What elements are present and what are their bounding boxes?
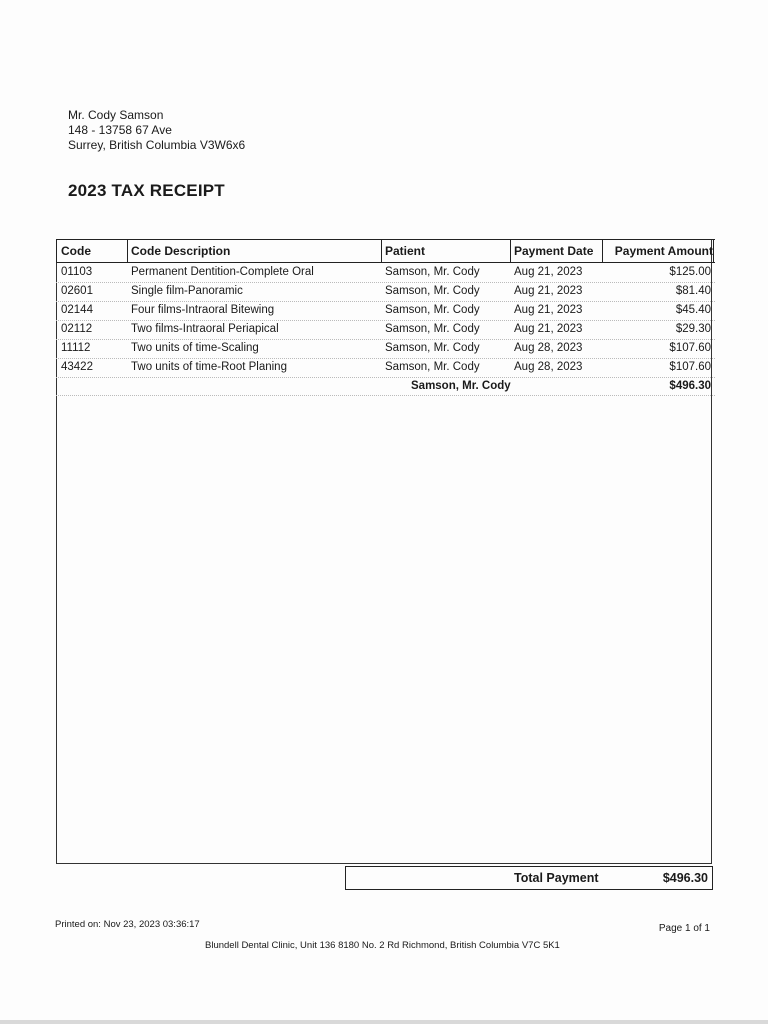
table-header (56, 239, 715, 263)
row-patient: Samson, Mr. Cody (385, 304, 480, 316)
row-description: Four films-Intraoral Bitewing (131, 304, 275, 316)
row-description: Single film-Panoramic (131, 285, 243, 297)
page-number: Page 1 of 1 (658, 923, 710, 934)
table-row (56, 263, 715, 283)
table-row (56, 282, 715, 302)
recipient-address (68, 108, 245, 153)
row-date: Aug 28, 2023 (514, 361, 583, 373)
row-code: 11112 (61, 342, 91, 354)
table-row (56, 320, 715, 340)
row-amount: $107.60 (669, 361, 711, 373)
total-payment-label: Total Payment (514, 871, 599, 885)
row-code: 43422 (61, 361, 93, 373)
row-description: Two units of time-Scaling (131, 342, 259, 354)
row-patient: Samson, Mr. Cody (385, 361, 480, 373)
row-date: Aug 21, 2023 (514, 266, 583, 278)
row-patient: Samson, Mr. Cody (385, 285, 480, 297)
printed-on: Printed on: Nov 23, 2023 03:36:17 (55, 919, 200, 930)
row-code: 02144 (61, 304, 93, 316)
row-amount: $45.40 (675, 304, 711, 316)
row-amount: $81.40 (675, 285, 711, 297)
recipient-city: Surrey, British Columbia V3W6x6 (68, 138, 246, 152)
recipient-street: 148 - 13758 67 Ave (68, 123, 172, 137)
table-row (56, 301, 715, 321)
clinic-address: Blundell Dental Clinic, Unit 136 8180 No. 2 Rd Richmond, British Columbia V7C 5K1 (205, 940, 560, 951)
header-payment-amount: Payment Amount (614, 244, 713, 258)
total-payment-box (345, 866, 713, 890)
row-date: Aug 21, 2023 (514, 304, 583, 316)
row-code: 02601 (61, 285, 93, 297)
row-amount: $125.00 (669, 266, 711, 278)
row-description: Two units of time-Root Planing (131, 361, 287, 373)
recipient-name: Mr. Cody Samson (68, 108, 164, 122)
row-description: Two films-Intraoral Periapical (131, 323, 279, 335)
row-date: Aug 21, 2023 (514, 323, 583, 335)
row-code: 01103 (61, 266, 93, 278)
header-payment-date: Payment Date (514, 244, 594, 258)
row-patient: Samson, Mr. Cody (385, 323, 480, 335)
table-row (56, 339, 715, 359)
row-patient: Samson, Mr. Cody (385, 266, 480, 278)
row-amount: $29.30 (675, 323, 711, 335)
scan-edge (0, 1020, 768, 1024)
row-date: Aug 28, 2023 (514, 342, 583, 354)
header-code: Code (61, 244, 91, 258)
row-date: Aug 21, 2023 (514, 285, 583, 297)
header-patient: Patient (385, 244, 426, 258)
subtotal-patient: Samson, Mr. Cody (411, 380, 511, 392)
table-row (56, 358, 715, 378)
receipt-title: 2023 TAX RECEIPT (68, 181, 225, 200)
subtotal-row (56, 377, 715, 396)
row-patient: Samson, Mr. Cody (385, 342, 480, 354)
subtotal-amount: $496.30 (669, 380, 711, 392)
row-code: 02112 (61, 323, 93, 335)
header-code-description: Code Description (131, 244, 231, 258)
total-payment-amount: $496.30 (662, 871, 708, 885)
row-amount: $107.60 (669, 342, 711, 354)
row-description: Permanent Dentition-Complete Oral (131, 266, 314, 278)
